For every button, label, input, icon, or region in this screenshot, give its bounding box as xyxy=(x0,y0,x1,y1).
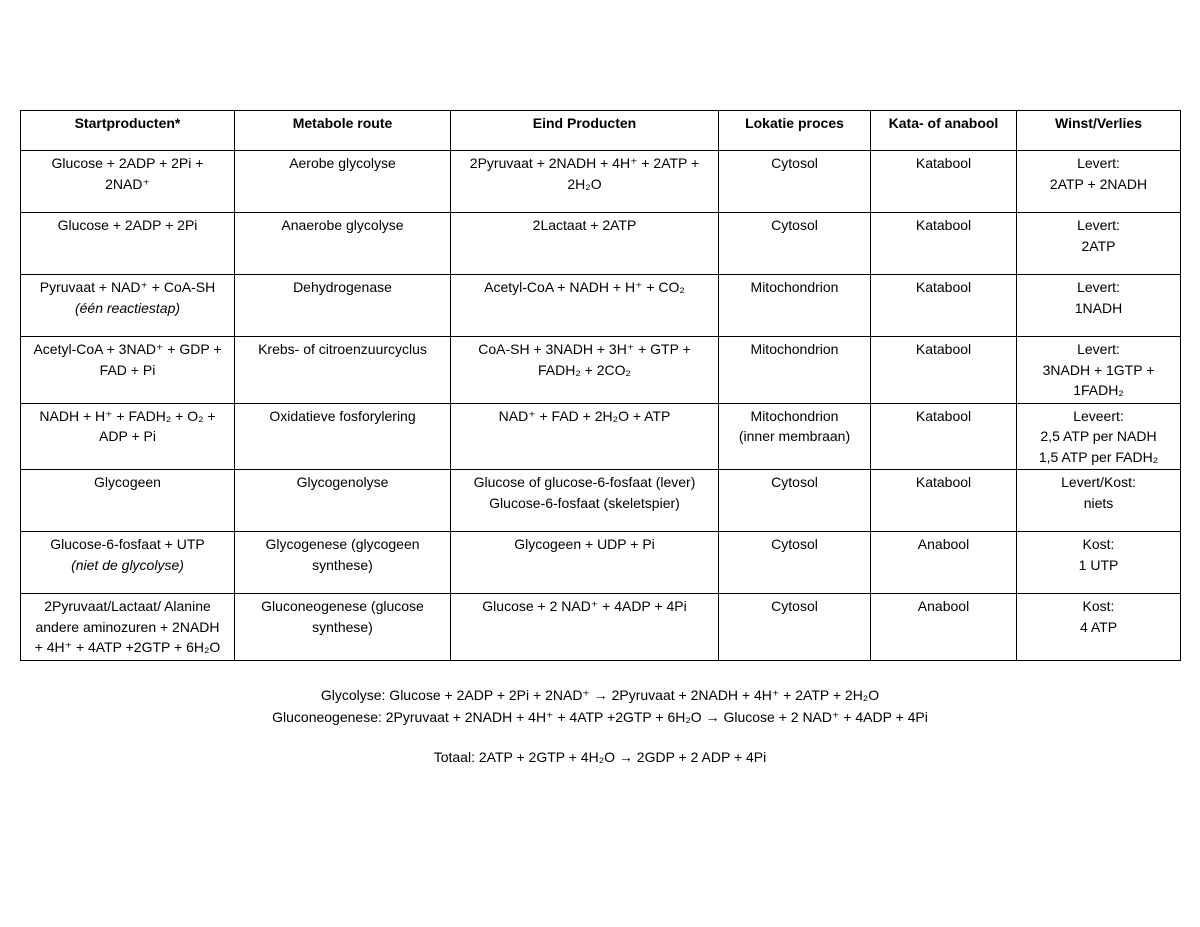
cell-metabole-route xyxy=(235,470,451,532)
cell-winst-verlies xyxy=(1017,337,1181,404)
cell-line: Anabool xyxy=(917,536,970,552)
table-row xyxy=(21,151,1181,213)
cell-metabole-route xyxy=(235,151,451,213)
cell-startproducten xyxy=(21,275,235,337)
cell-kata-of-anabool xyxy=(871,594,1017,661)
cell-eind-producten xyxy=(451,275,719,337)
cell-line: Cytosol xyxy=(771,217,818,233)
cell-lokatie-proces xyxy=(719,213,871,275)
cell-metabole-route xyxy=(235,337,451,404)
cell-lokatie-proces xyxy=(719,403,871,470)
cell-startproducten xyxy=(21,594,235,661)
cell-kata-of-anabool xyxy=(871,403,1017,470)
cell-eind-producten xyxy=(451,594,719,661)
cell-line: Dehydrogenase xyxy=(293,279,392,295)
cell-line: Glycogenolyse xyxy=(296,474,389,490)
cell-line: Glucose + 2ADP + 2Pi + xyxy=(51,155,204,171)
cell-line: Pyruvaat + NAD⁺ + CoA-SH xyxy=(39,279,216,295)
cell-line: Glycogeen xyxy=(94,474,161,490)
cell-line: FAD + Pi xyxy=(99,361,156,378)
cell-line: Levert: xyxy=(1077,155,1120,171)
cell-line: Kost: xyxy=(1082,536,1115,552)
cell-line: 1FADH₂ xyxy=(1073,382,1124,398)
cell-line: Glucose-6-fosfaat (skeletspier) xyxy=(489,494,680,511)
cell-eind-producten xyxy=(451,213,719,275)
header-startproducten: Startproducten* xyxy=(21,111,235,151)
cell-line: 2Pyruvaat/Lactaat/ Alanine xyxy=(44,598,211,614)
gluconeogenese-equation: Gluconeogenese: 2Pyruvaat + 2NADH + 4H⁺ + 4ATP +2GTP + 6H₂O → Glucose + 2 NAD⁺ + 4ADP + 4Pi xyxy=(272,709,928,725)
cell-startproducten xyxy=(21,337,235,404)
cell-line: Cytosol xyxy=(771,598,818,614)
cell-lokatie-proces xyxy=(719,337,871,404)
cell-line: Katabool xyxy=(915,279,972,295)
cell-line: Cytosol xyxy=(771,474,818,490)
cell-eind-producten xyxy=(451,532,719,594)
cell-winst-verlies xyxy=(1017,532,1181,594)
cell-kata-of-anabool xyxy=(871,275,1017,337)
cell-line: synthese) xyxy=(312,556,373,573)
cell-line: Levert: xyxy=(1077,279,1120,295)
cell-line: Levert: xyxy=(1077,341,1120,357)
cell-line: CoA-SH + 3NADH + 3H⁺ + GTP + xyxy=(478,341,691,357)
table-row xyxy=(21,470,1181,532)
cell-line: Katabool xyxy=(915,474,972,490)
cell-line: Katabool xyxy=(915,155,972,171)
cell-line: Anaerobe glycolyse xyxy=(281,217,404,233)
cell-line: 2ATP xyxy=(1081,237,1116,254)
cell-line: NADH + H⁺ + FADH₂ + O₂ + xyxy=(39,407,216,424)
cell-kata-of-anabool xyxy=(871,470,1017,532)
cell-line: Levert: xyxy=(1077,217,1120,233)
cell-lokatie-proces xyxy=(719,275,871,337)
header-row xyxy=(21,111,1181,151)
cell-kata-of-anabool xyxy=(871,337,1017,404)
cell-line: niets xyxy=(1083,494,1114,511)
cell-winst-verlies xyxy=(1017,470,1181,532)
header-lokatie-proces: Lokatie proces xyxy=(719,111,871,151)
cell-lokatie-proces xyxy=(719,532,871,594)
header-metabole-route: Metabole route xyxy=(235,111,451,151)
table-row xyxy=(21,594,1181,661)
cell-line: synthese) xyxy=(312,618,373,635)
cell-line: Mitochondrion xyxy=(750,407,839,424)
cell-line: 2Lactaat + 2ATP xyxy=(532,217,637,233)
cell-line: Anabool xyxy=(917,598,970,614)
cell-line: (inner membraan) xyxy=(738,428,851,444)
cell-kata-of-anabool xyxy=(871,151,1017,213)
cell-metabole-route xyxy=(235,275,451,337)
cell-kata-of-anabool xyxy=(871,213,1017,275)
header-kata-of-anabool: Kata- of anabool xyxy=(871,111,1017,151)
cell-line: 2,5 ATP per NADH xyxy=(1040,428,1157,444)
header-eind-producten: Eind Producten xyxy=(451,111,719,151)
cell-line: Glucose + 2 NAD⁺ + 4ADP + 4Pi xyxy=(482,598,687,614)
metabolism-table-container xyxy=(20,110,1181,661)
cell-eind-producten xyxy=(451,151,719,213)
cell-startproducten xyxy=(21,213,235,275)
cell-line: FADH₂ + 2CO₂ xyxy=(538,361,631,378)
cell-metabole-route xyxy=(235,594,451,661)
cell-line: 2NAD⁺ xyxy=(105,175,150,192)
cell-eind-producten xyxy=(451,403,719,470)
cell-line: Glucose of glucose-6-fosfaat (lever) xyxy=(473,474,696,490)
table-row xyxy=(21,213,1181,275)
cell-line: 2ATP + 2NADH xyxy=(1049,175,1148,192)
cell-kata-of-anabool xyxy=(871,532,1017,594)
cell-winst-verlies xyxy=(1017,594,1181,661)
cell-line: Acetyl-CoA + NADH + H⁺ + CO₂ xyxy=(484,279,685,295)
summary-equations xyxy=(0,684,1200,768)
cell-line: 3NADH + 1GTP + xyxy=(1042,361,1155,378)
cell-line: 1NADH xyxy=(1074,299,1123,316)
cell-line: Leveert: xyxy=(1073,407,1124,424)
cell-lokatie-proces xyxy=(719,470,871,532)
cell-line: 1,5 ATP per FADH₂ xyxy=(1038,448,1159,465)
cell-line: + 4H⁺ + 4ATP +2GTP + 6H₂O xyxy=(34,639,221,655)
cell-winst-verlies xyxy=(1017,151,1181,213)
cell-line: Cytosol xyxy=(771,536,818,552)
cell-line: Aerobe glycolyse xyxy=(289,155,396,171)
table-row xyxy=(21,532,1181,594)
cell-line: (niet de glycolyse) xyxy=(71,556,184,573)
cell-line: Katabool xyxy=(915,217,972,233)
header-winst-verlies: Winst/Verlies xyxy=(1017,111,1181,151)
cell-line: 1 UTP xyxy=(1078,556,1119,573)
cell-metabole-route xyxy=(235,532,451,594)
cell-line: ADP + Pi xyxy=(99,428,156,444)
cell-eind-producten xyxy=(451,337,719,404)
cell-line: 2Pyruvaat + 2NADH + 4H⁺ + 2ATP + xyxy=(469,155,700,171)
metabolism-table xyxy=(20,110,1181,661)
glycolyse-equation: Glycolyse: Glucose + 2ADP + 2Pi + 2NAD⁺ → 2Pyruvaat + 2NADH + 4H⁺ + 2ATP + 2H₂O xyxy=(320,687,880,703)
cell-line: andere aminozuren + 2NADH xyxy=(35,618,220,635)
cell-line: Gluconeogenese (glucose xyxy=(261,598,424,614)
table-body xyxy=(21,151,1181,661)
cell-line: Mitochondrion xyxy=(750,279,839,295)
cell-line: Kost: xyxy=(1082,598,1115,614)
cell-line: (één reactiestap) xyxy=(74,299,181,316)
cell-line: Glycogenese (glycogeen xyxy=(265,536,420,552)
totaal-equation: Totaal: 2ATP + 2GTP + 4H₂O → 2GDP + 2 ADP + 4Pi xyxy=(433,749,767,765)
cell-metabole-route xyxy=(235,213,451,275)
cell-line: 2H₂O xyxy=(567,175,602,192)
cell-line: Oxidatieve fosforylering xyxy=(269,407,416,424)
cell-startproducten xyxy=(21,151,235,213)
cell-line: Glycogeen + UDP + Pi xyxy=(514,536,655,552)
spacer xyxy=(0,728,1200,746)
cell-startproducten xyxy=(21,532,235,594)
cell-line: 4 ATP xyxy=(1079,618,1118,635)
cell-winst-verlies xyxy=(1017,403,1181,470)
cell-line: NAD⁺ + FAD + 2H₂O + ATP xyxy=(498,407,671,424)
cell-metabole-route xyxy=(235,403,451,470)
cell-line: Cytosol xyxy=(771,155,818,171)
cell-line: Levert/Kost: xyxy=(1061,474,1136,490)
table-row xyxy=(21,275,1181,337)
table-row xyxy=(21,403,1181,470)
cell-winst-verlies xyxy=(1017,275,1181,337)
cell-line: Katabool xyxy=(915,341,972,357)
cell-winst-verlies xyxy=(1017,213,1181,275)
cell-line: Mitochondrion xyxy=(750,341,839,357)
cell-line: Glucose + 2ADP + 2Pi xyxy=(57,217,198,233)
cell-line: Acetyl-CoA + 3NAD⁺ + GDP + xyxy=(33,341,222,357)
table-row xyxy=(21,337,1181,404)
cell-line: Katabool xyxy=(915,407,972,424)
cell-lokatie-proces xyxy=(719,594,871,661)
cell-startproducten xyxy=(21,470,235,532)
cell-lokatie-proces xyxy=(719,151,871,213)
cell-line: Glucose-6-fosfaat + UTP xyxy=(50,536,205,552)
cell-eind-producten xyxy=(451,470,719,532)
cell-startproducten xyxy=(21,403,235,470)
cell-line: Krebs- of citroenzuurcyclus xyxy=(258,341,427,357)
